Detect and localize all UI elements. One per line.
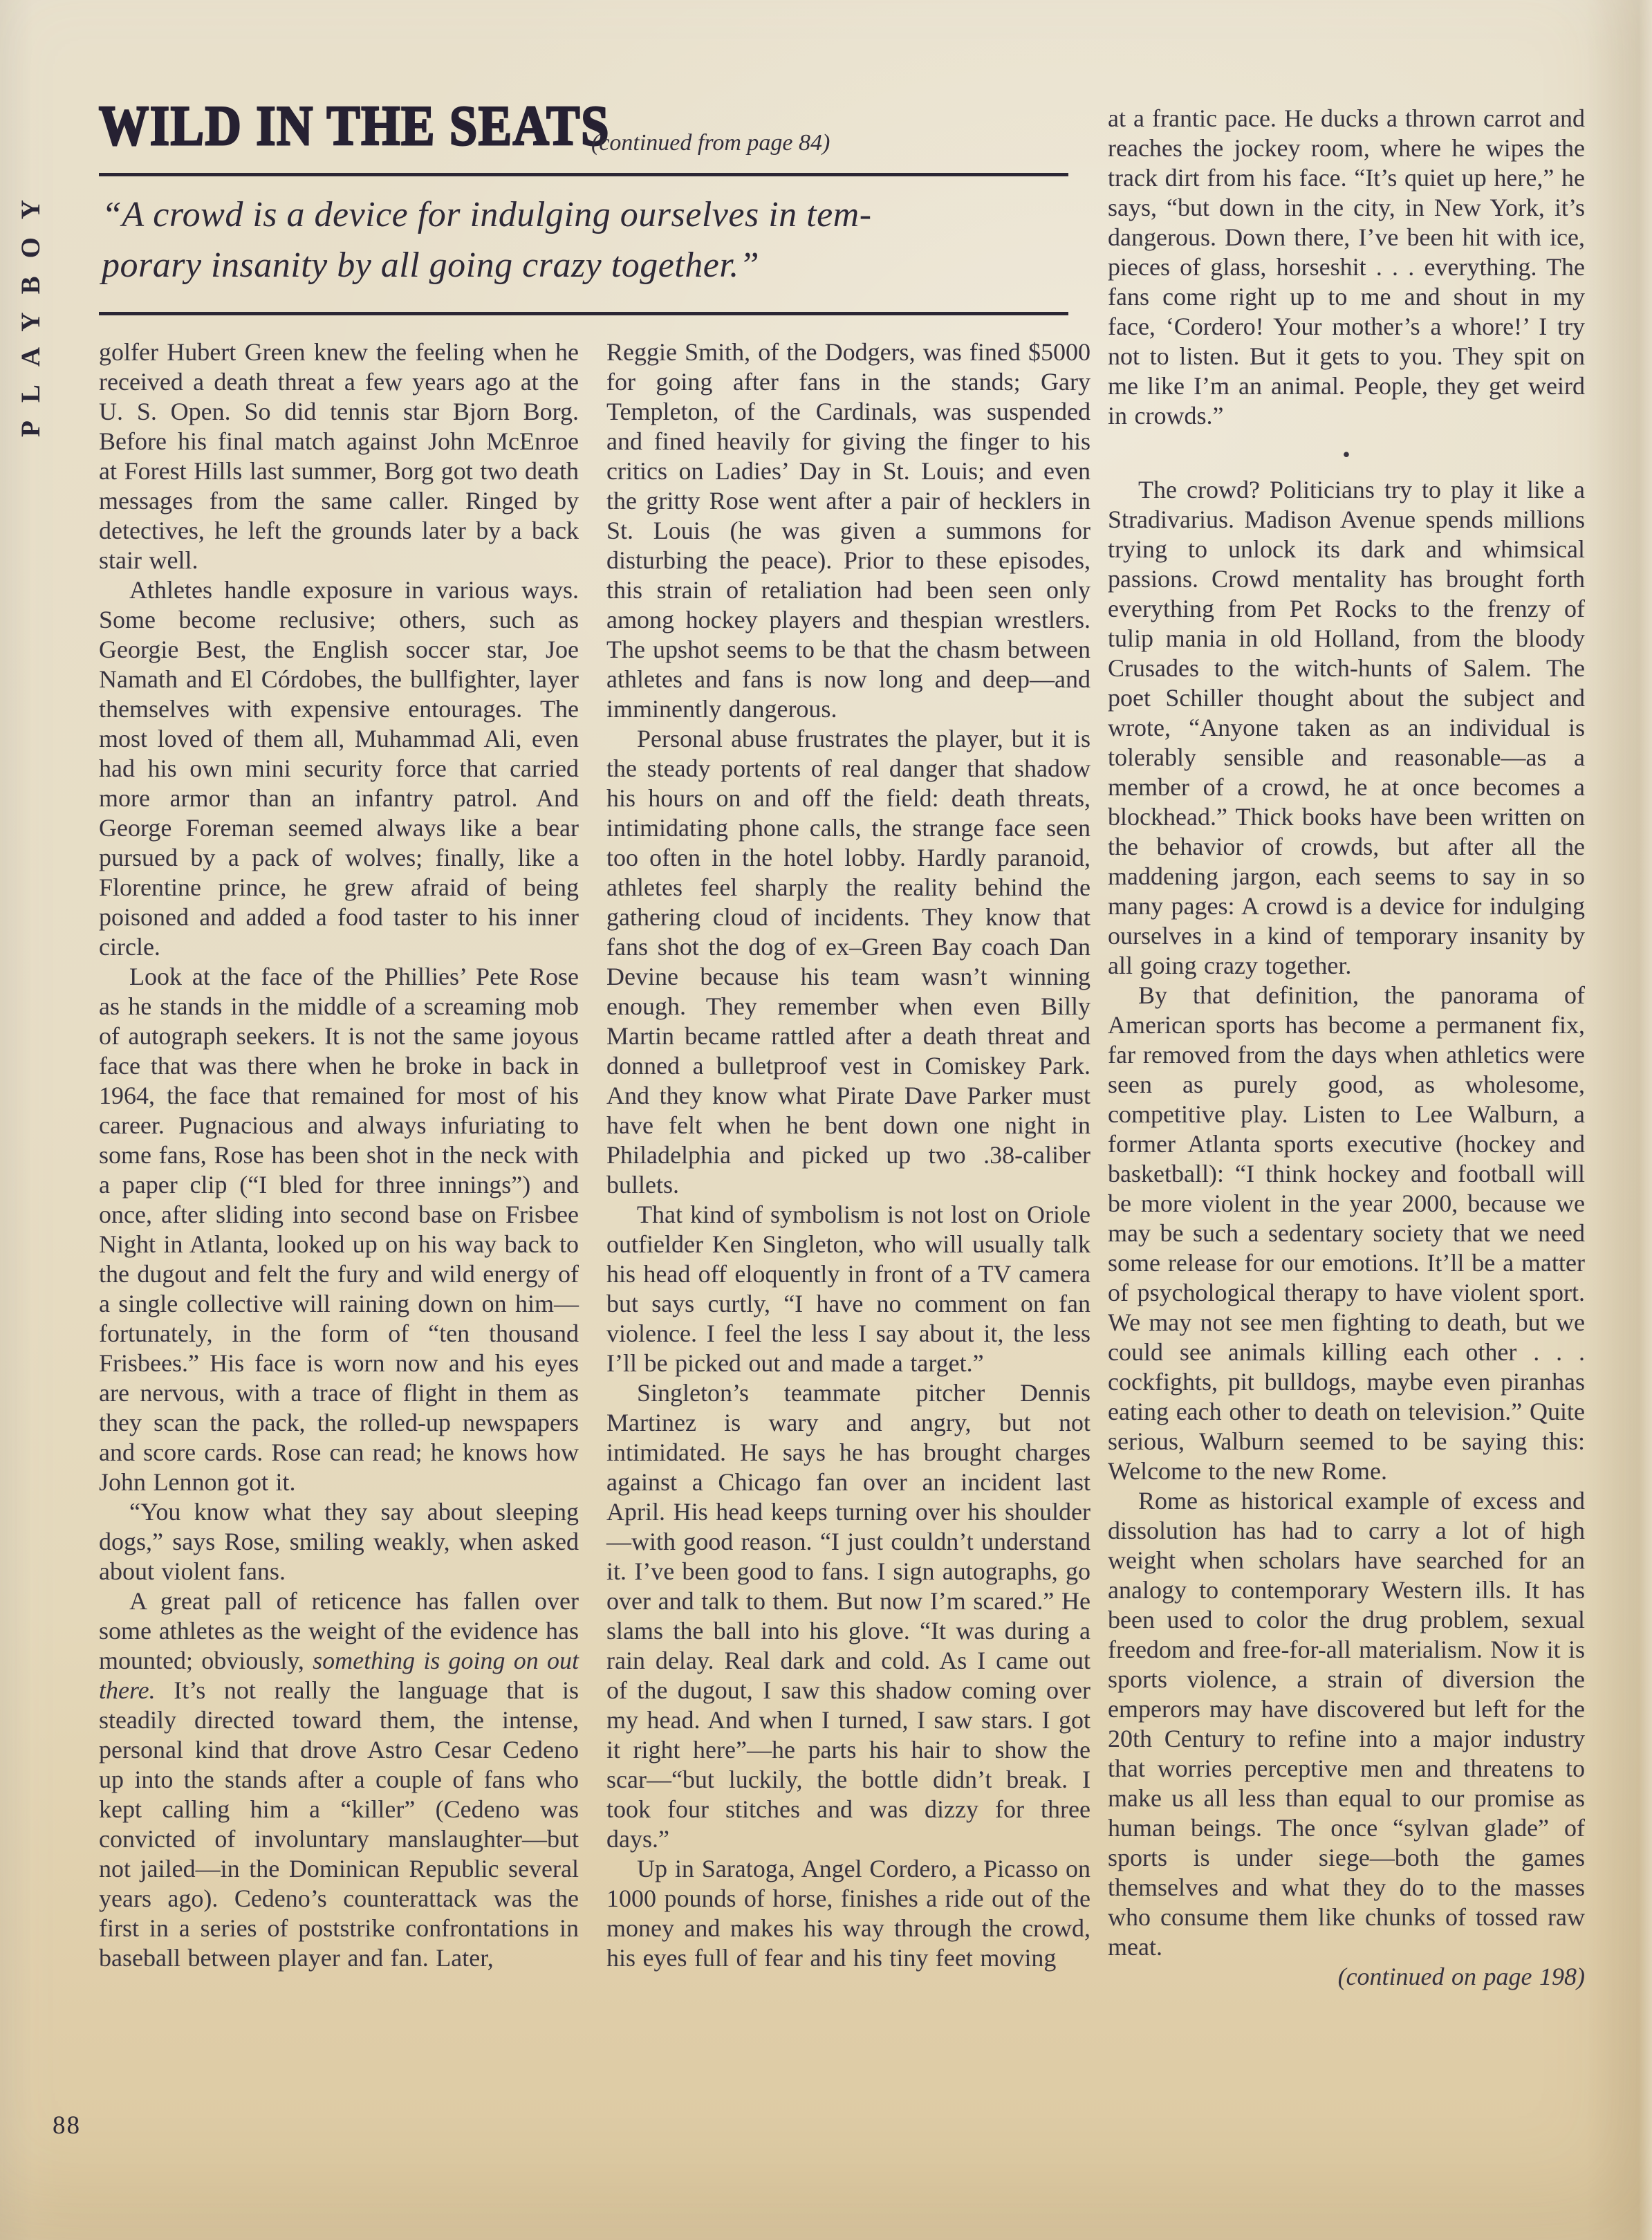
section-break-bullet: • bbox=[1342, 442, 1351, 467]
text-column-3 bbox=[1108, 104, 1585, 1992]
body-paragraph: By that definition, the panorama of American sports has become a permanent fix, far removed from the days when athletics were seen as purely good, as wholesome, competitive play. Listen to Lee Walburn, a former Atlanta sports executive (hockey and basketball): “I think hockey and football will be more violent in the year 2000, because we may be such a sedentary society that we need some release for our emotions. It’ll be a matter of psychological therapy to have violent sport. We may not see men fighting to death, but we could see animals killing each other . . . cockfights, pit bulldogs, maybe even piranhas eating each other to death on television.” Quite serious, Walburn seemed to be saying this: Welcome to the new Rome. bbox=[1108, 981, 1585, 1485]
page-number: 88 bbox=[53, 2111, 81, 2140]
continued-from-note: (continued from page 84) bbox=[591, 130, 830, 156]
body-paragraph: The crowd? Politicians try to play it like a Stradivarius. Madison Avenue spends millions trying to unlock its dark and whimsical passions. Crowd mentality has brought forth everything from Pet Rocks to the frenzy of tulip mania in old Holland, from the bloody Crusades to the witch-hunts of Salem. The poet Schiller thought about the subject and wrote, “Anyone taken as an individual is tolerably sensible and reasonable—as a member of a crowd, he at once becomes a blockhead.” Thick books have been written on the behavior of crowds, but after all the maddening jargon, each seems to say in so many pages: A crowd is a device for indulging ourselves in a kind of temporary insanity by all going crazy together. bbox=[1108, 476, 1585, 979]
body-paragraph: Personal abuse frustrates the player, but it is the steady portents of real danger that shadow his hours on and off the field: death threats, intimidating phone calls, the strange face seen too often in the hotel lobby. Hardly paranoid, athletes feel sharply the reality behind the gathering cloud of incidents. They know that fans shot the dog of ex–Green Bay coach Dan Devine because his team wasn’t winning enough. They remember when even Billy Martin became rattled after a death threat and donned a bulletproof vest in Comiskey Park. And they know what Pirate Dave Parker must have felt when he bent down one night in Philadelphia and picked up two .38-caliber bullets. bbox=[606, 725, 1090, 1198]
body-paragraph: Singleton’s teammate pitcher Dennis Martinez is wary and angry, but not intimidated. He says he has brought charges against a Chicago fan over an incident last April. His head keeps turning over his shoulder—with good reason. “I just couldn’t understand it. I’ve been good to fans. I sign autographs, go over and talk to them. But now I’m scared.” He slams the ball into his glove. “It was during a rain delay. Real dark and cold. As I came out of the dugout, I saw this shadow coming over my head. And when I turned, I saw stars. I got it right here”—he parts his hair to show the scar—“but luckily, the bottle didn’t break. I took four stitches and was dizzy for three days.” bbox=[606, 1379, 1090, 1853]
body-paragraph: Up in Saratoga, Angel Cordero, a Picasso on 1000 pounds of horse, finishes a ride out of the money and makes his way through the crowd, his eyes full of fear and his tiny feet moving bbox=[606, 1855, 1090, 1972]
pull-quote-line-2: porary insanity by all going crazy together.” bbox=[102, 246, 760, 285]
body-paragraph: golfer Hubert Green knew the feeling when he received a death threat a few years ago at the U. S. Open. So did tennis star Bjorn Borg. Before his final match against John McEnroe at Forest Hills last summer, Borg got two death messages from the same caller. Ringed by detectives, he left the grounds later by a back stair well. bbox=[99, 338, 579, 574]
header-rule-top bbox=[99, 173, 1068, 176]
body-paragraph: at a frantic pace. He ducks a thrown carrot and reaches the jockey room, where he wipes the track dirt from his face. “It’s quiet up here,” he says, “but down in the city, in New York, it’s dangerous. Down there, I’ve been hit with ice, pieces of glass, horseshit . . . everything. The fans come right up to me and shout in my face, ‘Cordero! Your mother’s a whore!’ I try not to listen. But it gets to you. They spit on me like I’m an animal. People, they get weird in crowds.” bbox=[1108, 104, 1585, 429]
magazine-spine-logo: PLAYBOY bbox=[16, 181, 46, 437]
text-column-1 bbox=[99, 337, 579, 1973]
body-paragraph: A great pall of reticence has fallen over some athletes as the weight of the evidence has mounted; obviously, something is going on out there. It’s not really the language that is steadily directed toward them, the intense, personal kind that drove Astro Cesar Cedeno up into the stands after a couple of fans who kept calling him a “killer” (Cedeno was convicted of involuntary manslaughter—but not jailed—in the Dominican Republic several years ago). Cedeno’s counterattack was the first in a series of poststrike confrontations in baseball between player and fan. Later, bbox=[99, 1587, 579, 1972]
pull-quote-line-1: “A crowd is a device for indulging ourselves in tem- bbox=[102, 195, 872, 234]
pull-quote bbox=[102, 189, 1068, 290]
body-paragraph: Reggie Smith, of the Dodgers, was fined $5000 for going after fans in the stands; Gary Templeton, of the Cardinals, was suspended and fined heavily for giving the finger to his critics on Ladies’ Day in St. Louis; and even the gritty Rose went after a pair of hecklers in St. Louis (he was given a summons for disturbing the peace). Prior to these episodes, this strain of retaliation had been seen only among hockey players and thespian wrestlers. The upshot seems to be that the chasm between athletes and fans is now long and deep—and imminently dangerous. bbox=[606, 338, 1090, 723]
body-paragraph: Rome as historical example of excess and dissolution has had to carry a lot of high weight when scholars have searched for an analogy to contemporary Western ills. It has been used to color the drug problem, sexual freedom and free-for-all materialism. Now it is sports violence, a strain of diversion the emperors may have discovered but left for the 20th Century to refine into a major industry that worries perceptive men and threatens to make us all less than equal to our promise as human beings. The once “sylvan glade” of sports is under siege—both the games themselves and what they do to the masses who consume them like chunks of tossed raw meat. bbox=[1108, 1487, 1585, 1961]
text-column-2 bbox=[606, 337, 1090, 1973]
body-paragraph: “You know what they say about sleeping dogs,” says Rose, smiling weakly, when asked about violent fans. bbox=[99, 1498, 579, 1585]
body-paragraph: That kind of symbolism is not lost on Oriole outfielder Ken Singleton, who will usually talk his head off eloquently in front of a TV camera but says curtly, “I have no comment on fan violence. I feel the less I say about it, the less I’ll be picked out and made a target.” bbox=[606, 1201, 1090, 1377]
header-rule-bottom bbox=[99, 312, 1068, 315]
continued-on-note: (continued on page 198) bbox=[1337, 1963, 1585, 1990]
article-header bbox=[99, 94, 1068, 285]
body-paragraph: Athletes handle exposure in various ways. Some become reclusive; others, such as Georgie Best, the English soccer star, Joe Namath and El Córdobes, the bullfighter, layer themselves with expensive entourages. The most loved of them all, Muhammad Ali, even had his own mini security force that carried more armor than an infantry patrol. And George Foreman seemed always like a bear pursued by a pack of wolves; finally, like a Florentine prince, he grew afraid of being poisoned and added a food taster to his inner circle. bbox=[99, 576, 579, 961]
body-paragraph: Look at the face of the Phillies’ Pete Rose as he stands in the middle of a screaming mob of autograph seekers. It is not the same joyous face that was there when he broke in back in 1964, the face that remained for most of his career. Pugnacious and always infuriating to some fans, Rose has been shot in the neck with a paper clip (“I bled for three innings”) and once, after sliding into second base on Frisbee Night in Atlanta, looked up on his way back to the dugout and felt the fury and wild energy of a single collective will raining down on him—fortunately, in the form of “ten thousand Frisbees.” His face is worn now and his eyes are nervous, with a trace of flight in them as they scan the pack, the rolled-up newspapers and score cards. Rose can read; he knows how John Lennon got it. bbox=[99, 963, 579, 1496]
article-title: WILD IN THE SEATS bbox=[99, 94, 611, 157]
